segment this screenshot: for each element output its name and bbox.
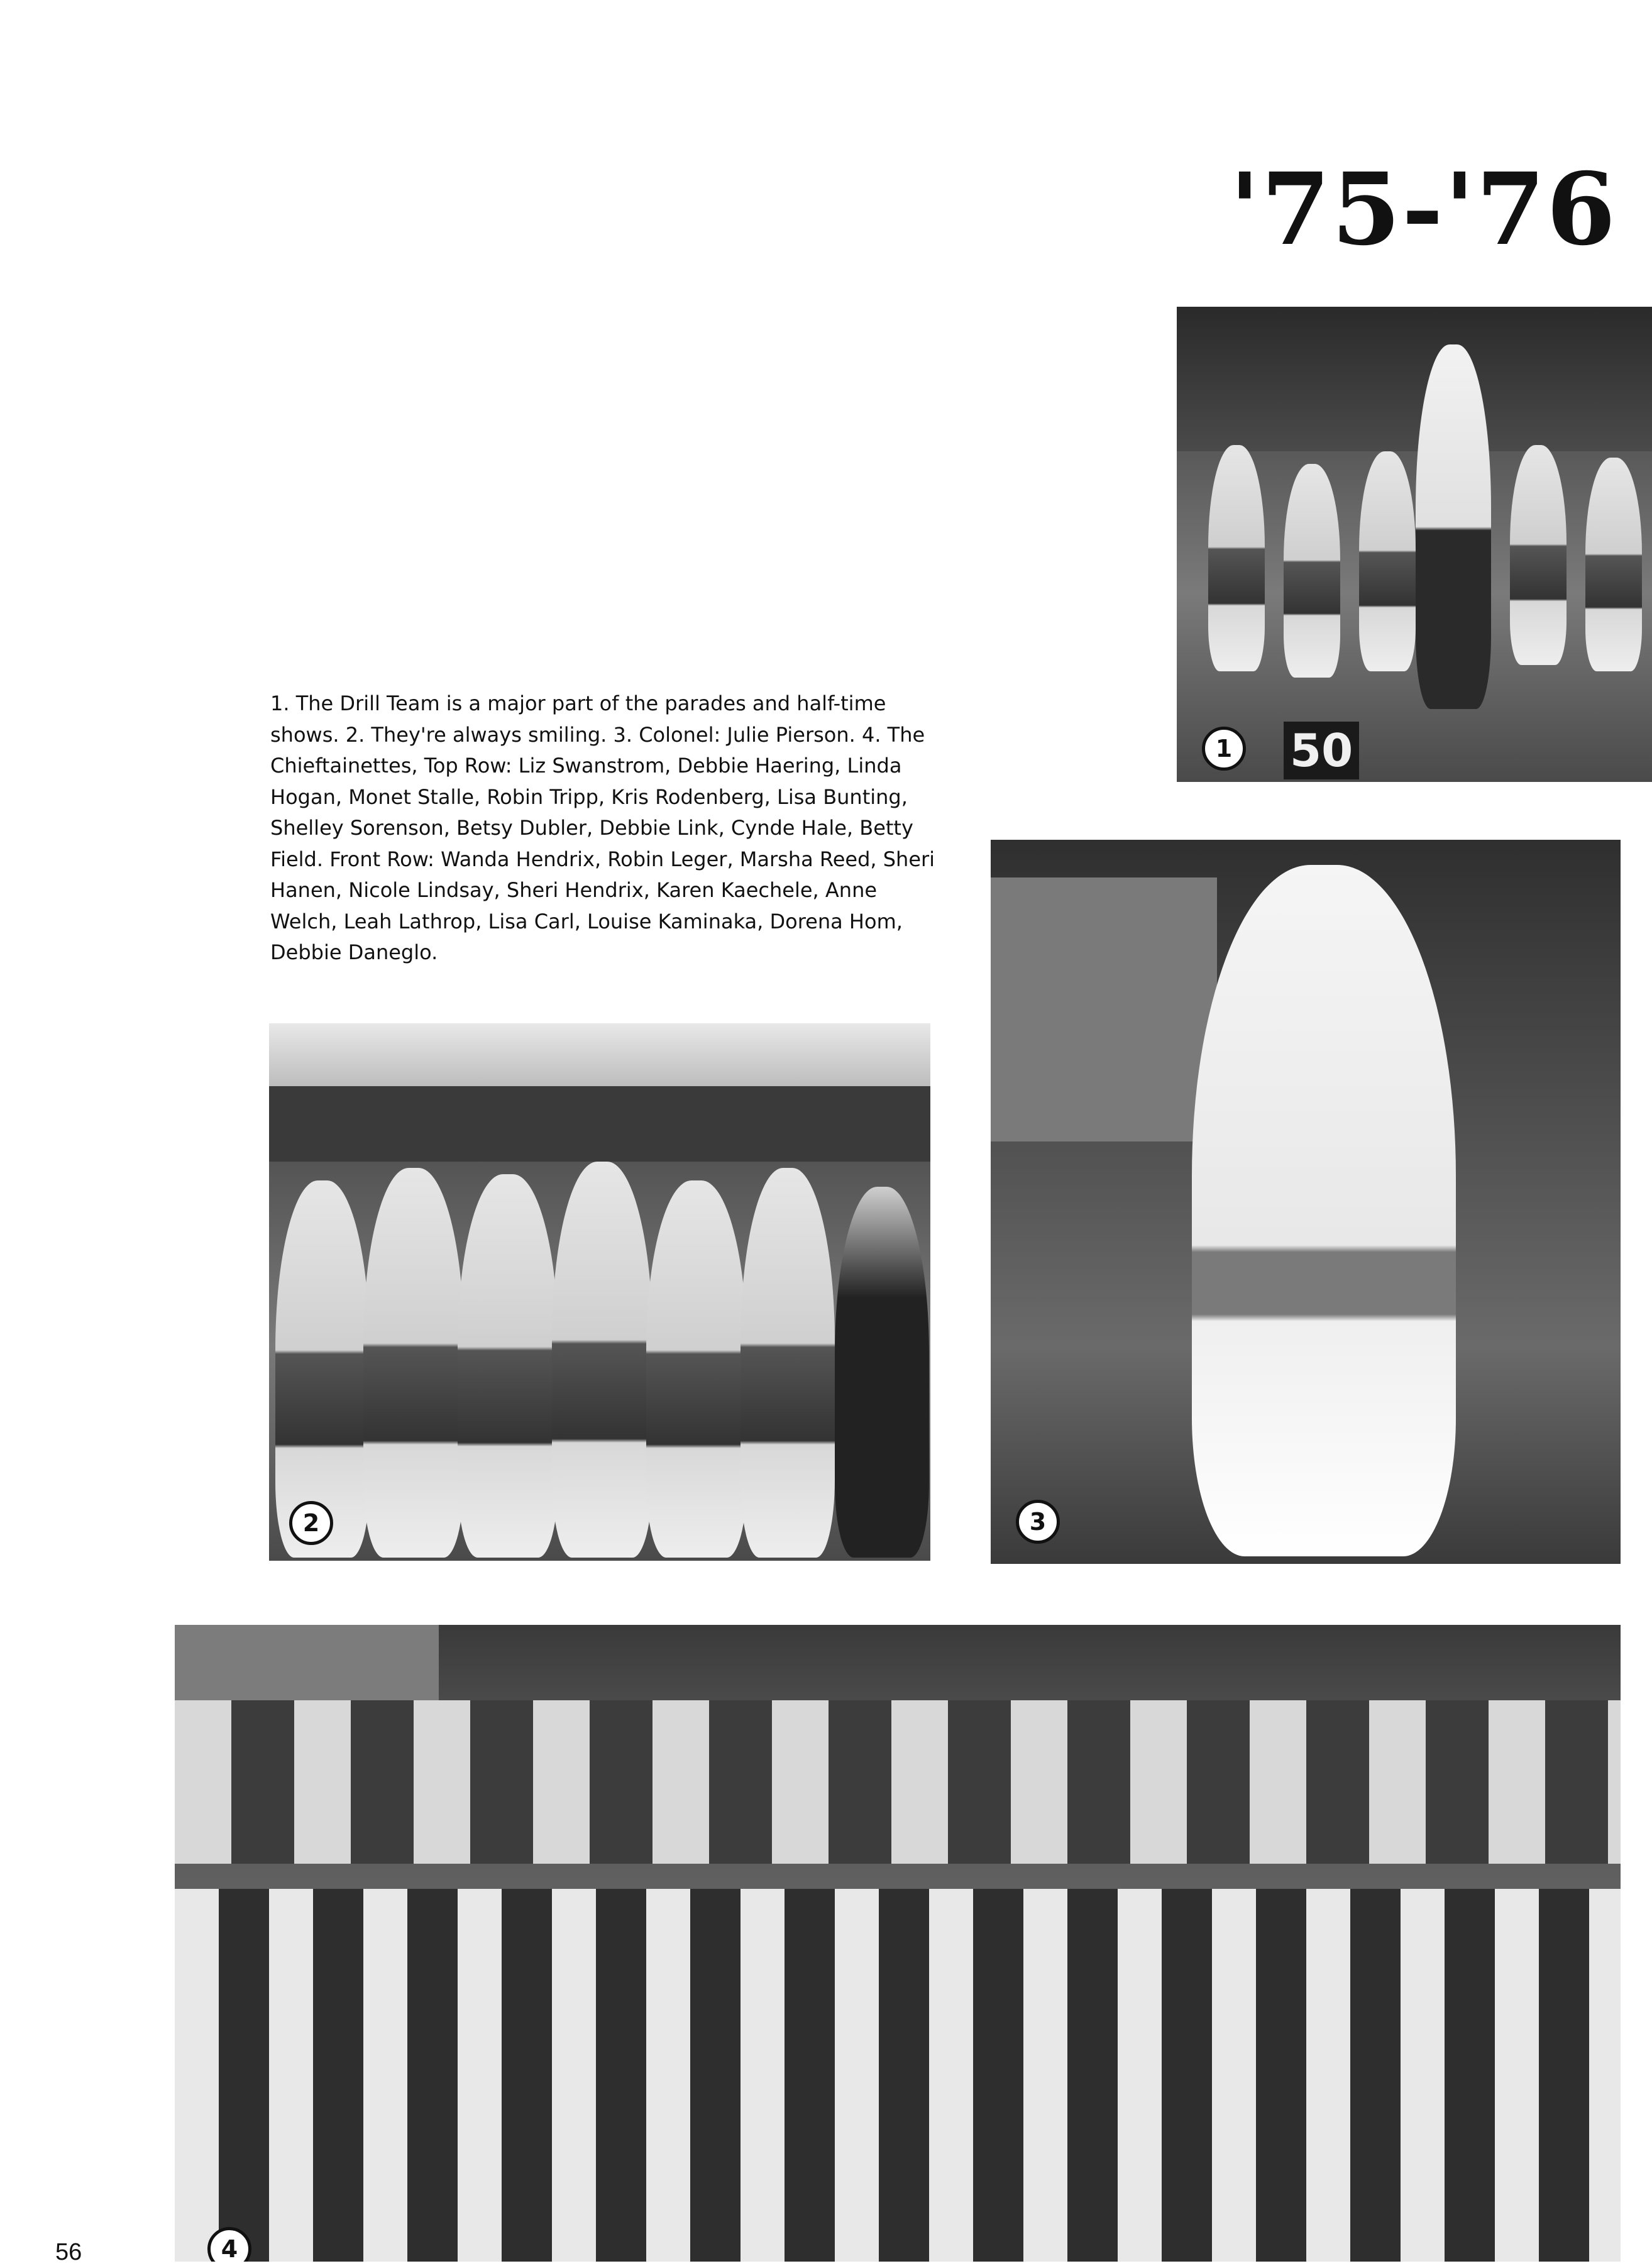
front-row <box>175 1889 1621 2262</box>
drill-team-member <box>458 1174 558 1558</box>
photo-4-chieftainettes-group <box>175 1625 1621 2262</box>
photo-number-badge: 1 <box>1202 727 1246 771</box>
drill-team-member <box>1359 451 1416 671</box>
top-row <box>175 1700 1621 1864</box>
drill-team-member <box>275 1180 370 1558</box>
drill-team-member <box>741 1168 835 1558</box>
photo-1-drill-team-halftime <box>1177 307 1652 782</box>
drum-major <box>1416 344 1491 709</box>
year-title: '75-'76 <box>1229 151 1617 268</box>
page-number: 56 <box>55 2239 82 2265</box>
drill-team-member <box>363 1168 464 1558</box>
photo-caption: 1. The Drill Team is a major part of the parades and half-time shows. 2. They're always smiling. 3. Colonel: Julie Pierson. 4. The Chieftainettes, Top Row: Liz Swanstrom, Debbie Haering, Linda Hogan, Monet Stalle, Robin Tripp, Kris Rodenberg, Lisa Bunting, Shelley Sorenson, Betsy Dubler, Debbie Link, Cynde Hale, Betty Field. Front Row: Wanda Hendrix, Robin Leger, Marsha Reed, Sheri Hanen, Nicole Lindsay, Sheri Hendrix, Karen Kaechele, Anne Welch, Leah Lathrop, Lisa Carl, Louise Kaminaka, Dorena Hom, Debbie Daneglo. <box>270 691 935 964</box>
band-member <box>835 1187 929 1558</box>
photo-number-badge: 2 <box>289 1501 333 1545</box>
photo-number-badge: 3 <box>1016 1500 1060 1544</box>
photo-number-badge: 4 <box>207 2227 251 2262</box>
photo-2-smiling-drill-team <box>269 1023 930 1561</box>
photo-3-colonel <box>991 840 1621 1564</box>
colonel-figure <box>1192 865 1456 1556</box>
drill-team-member <box>646 1180 747 1558</box>
yard-marker: 50 <box>1284 722 1359 779</box>
drill-team-member <box>1208 445 1265 671</box>
drill-team-member <box>1510 445 1567 665</box>
drill-team-member <box>1284 464 1340 678</box>
drill-team-member <box>1585 458 1642 671</box>
drill-team-member <box>552 1162 653 1558</box>
